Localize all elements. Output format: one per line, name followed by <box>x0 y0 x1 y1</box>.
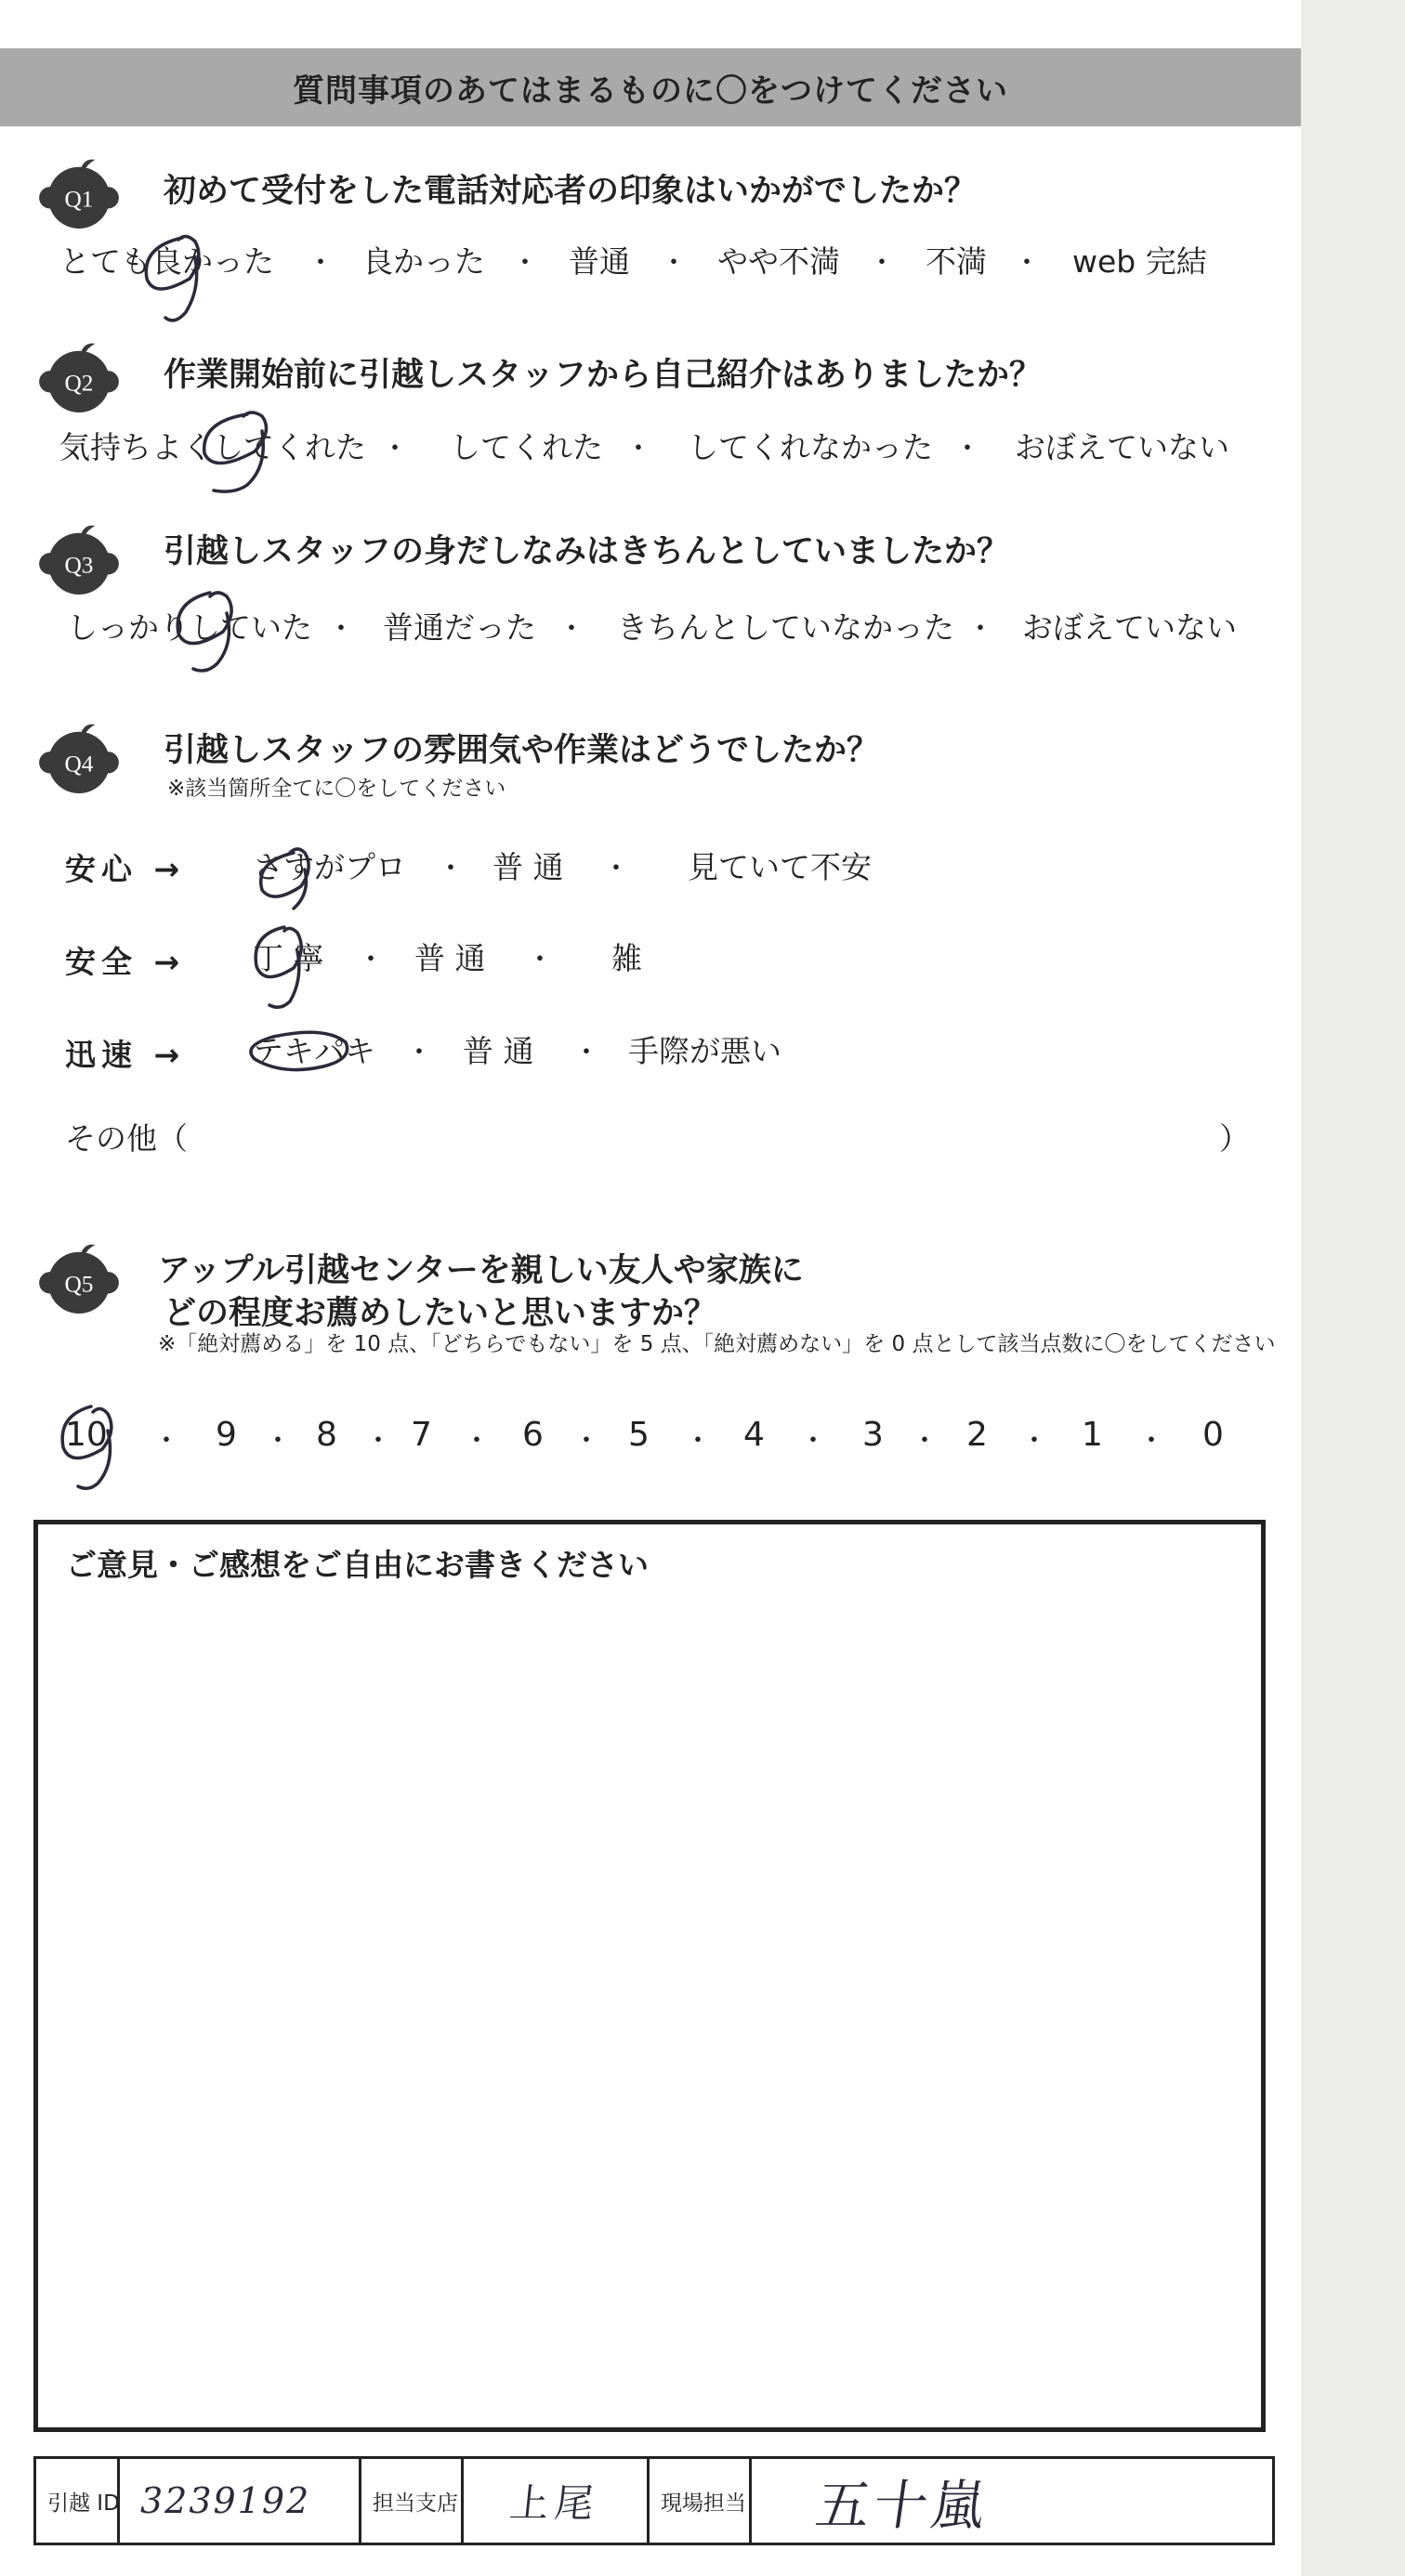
q5-score-1[interactable]: 1 <box>1082 1416 1103 1454</box>
branch-value-cell[interactable] <box>464 2459 650 2543</box>
comment-title: ご意見・ご感想をご自由にお書きください <box>66 1547 649 1583</box>
separator-dot: ・ <box>572 1425 600 1458</box>
q4-row1-option-pro[interactable]: さすがプロ <box>253 849 406 885</box>
move-id-label-cell <box>36 2459 120 2543</box>
q4-row1-option-normal[interactable]: 普 通 <box>492 849 564 885</box>
separator-dot: ・ <box>602 853 630 885</box>
q4-badge-icon <box>37 721 121 793</box>
separator-dot: ・ <box>572 1037 600 1069</box>
q5-score-5[interactable]: 5 <box>628 1416 650 1454</box>
q2-option-yes[interactable]: してくれた <box>450 429 603 465</box>
q5-question-line1: アップル引越センターを親しい友人や家族に <box>158 1252 804 1289</box>
q5-score-3[interactable]: 3 <box>862 1416 884 1454</box>
q5-score-8[interactable]: 8 <box>316 1416 337 1454</box>
q4-row3-option-clumsy[interactable]: 手際が悪い <box>628 1033 781 1069</box>
q1-handwritten-circle-mark <box>128 221 230 333</box>
q3-option-neat[interactable]: しっかりしていた <box>67 609 312 646</box>
q1-option-dissatisfied[interactable]: 不満 <box>926 243 987 280</box>
q1-option-good[interactable]: 良かった <box>362 243 485 280</box>
separator-dot: ・ <box>624 433 652 465</box>
q5-score-9[interactable]: 9 <box>216 1416 237 1454</box>
q1-option-normal[interactable]: 普通 <box>569 243 630 280</box>
separator-dot: ・ <box>307 247 335 280</box>
q4-row-label-safety-feel: 安心 → <box>65 851 186 887</box>
q2-badge-icon <box>37 340 121 412</box>
staff-value-cell[interactable] <box>752 2459 1272 2543</box>
q4-row2-option-normal[interactable]: 普 通 <box>414 940 486 976</box>
scan-margin <box>1301 0 1405 2576</box>
separator-dot: ・ <box>953 433 981 465</box>
q4-other-label: その他（ <box>65 1120 188 1157</box>
separator-dot: ・ <box>511 247 539 280</box>
q5-question-line2: どの程度お薦めしたいと思いますか？ <box>164 1295 717 1332</box>
separator-dot: ・ <box>264 1425 292 1458</box>
q2-question: 作業開始前に引越しスタッフから自己紹介はありましたか？ <box>164 357 1043 394</box>
svg-text:Q3: Q3 <box>64 552 94 579</box>
footer-table <box>33 2456 1275 2545</box>
q3-option-not-neat[interactable]: きちんとしていなかった <box>617 609 954 646</box>
q1-badge-icon <box>37 156 121 229</box>
separator-dot: ・ <box>660 247 688 280</box>
q1-option-very-good[interactable]: とても良かった <box>59 243 274 280</box>
q3-badge-icon <box>37 522 121 595</box>
move-id-value: 3239192 <box>140 2480 311 2521</box>
q1-option-slightly-dissatisfied[interactable]: やや不満 <box>717 243 840 280</box>
separator-dot: ・ <box>526 944 554 976</box>
move-id-label: 引越 ID <box>47 2491 120 2516</box>
q4-question: 引越しスタッフの雰囲気や作業はどうでしたか？ <box>164 732 880 769</box>
q5-badge-icon <box>37 1241 121 1314</box>
separator-dot: ・ <box>1137 1425 1165 1458</box>
separator-dot: ・ <box>799 1425 827 1458</box>
q4-row-label-speed: 迅速 → <box>65 1037 186 1073</box>
svg-text:Q4: Q4 <box>64 751 94 778</box>
separator-dot: ・ <box>911 1425 939 1458</box>
q2-option-pleasant[interactable]: 気持ちよくしてくれた <box>59 429 366 465</box>
q4-row-label-safety: 安全 → <box>65 944 186 980</box>
separator-dot: ・ <box>357 944 385 976</box>
separator-dot: ・ <box>463 1425 491 1458</box>
separator-dot: ・ <box>558 613 585 646</box>
separator-dot: ・ <box>364 1425 392 1458</box>
q4-row3-option-normal[interactable]: 普 通 <box>463 1033 534 1069</box>
header-title: 質問事項のあてはまるものに〇をつけてください <box>293 72 1008 110</box>
q5-score-4[interactable]: 4 <box>743 1416 765 1454</box>
separator-dot: ・ <box>966 613 994 646</box>
branch-label-cell <box>361 2459 464 2543</box>
separator-dot: ・ <box>327 613 355 646</box>
q5-score-6[interactable]: 6 <box>522 1416 544 1454</box>
q5-handwritten-circle-mark <box>50 1393 143 1505</box>
q5-score-7[interactable]: 7 <box>411 1416 432 1454</box>
svg-text:Q1: Q1 <box>64 186 94 213</box>
staff-label-cell <box>650 2459 752 2543</box>
separator-dot: ・ <box>684 1425 712 1458</box>
branch-value: 上尾 <box>507 2480 602 2526</box>
header-bar <box>0 48 1301 126</box>
move-id-value-cell[interactable] <box>120 2459 361 2543</box>
q5-score-2[interactable]: 2 <box>966 1416 988 1454</box>
q1-option-web[interactable]: web 完結 <box>1072 243 1207 280</box>
q5-note: ※「絶対薦める」を 10 点、「どちらでもない」を 5 点、「絶対薦めない」を 0 点として該当点数に〇をしてください <box>158 1332 1276 1356</box>
separator-dot: ・ <box>152 1425 180 1458</box>
q3-option-normal[interactable]: 普通だった <box>383 609 536 646</box>
comment-box[interactable] <box>33 1520 1266 2432</box>
q4-note: ※該当箇所全てに〇をしてください <box>167 777 506 801</box>
q4-row2-option-rough[interactable]: 雑 <box>611 940 642 976</box>
q4-handwritten-circle-marks <box>236 816 357 1094</box>
separator-dot: ・ <box>1013 247 1041 280</box>
separator-dot: ・ <box>437 853 465 885</box>
svg-text:Q2: Q2 <box>64 370 94 397</box>
q3-option-dont-remember[interactable]: おぼえていない <box>1022 609 1237 646</box>
svg-text:Q5: Q5 <box>64 1271 94 1298</box>
separator-dot: ・ <box>405 1037 433 1069</box>
q5-score-10[interactable]: 10 <box>65 1416 108 1454</box>
q1-question: 初めて受付をした電話対応者の印象はいかがでしたか？ <box>164 173 978 210</box>
q5-score-0[interactable]: 0 <box>1202 1416 1224 1454</box>
q4-row1-option-uneasy[interactable]: 見ていて不安 <box>688 849 872 885</box>
q2-option-dont-remember[interactable]: おぼえていない <box>1015 429 1229 465</box>
q4-other-close: ） <box>1219 1120 1250 1157</box>
branch-label: 担当支店 <box>373 2491 458 2516</box>
staff-value: 五十嵐 <box>811 2474 994 2537</box>
q3-handwritten-circle-mark <box>156 582 258 684</box>
separator-dot: ・ <box>868 247 896 280</box>
q2-handwritten-circle-mark <box>182 401 303 503</box>
q4-row2-option-careful[interactable]: 丁 寧 <box>253 940 324 976</box>
staff-label: 現場担当 <box>661 2491 746 2516</box>
q3-question: 引越しスタッフの身だしなみはきちんとしていましたか？ <box>164 533 1010 570</box>
separator-dot: ・ <box>381 433 409 465</box>
q2-option-no[interactable]: してくれなかった <box>688 429 933 465</box>
separator-dot: ・ <box>1020 1425 1048 1458</box>
q4-row3-option-quick[interactable]: テキパキ <box>253 1033 375 1069</box>
